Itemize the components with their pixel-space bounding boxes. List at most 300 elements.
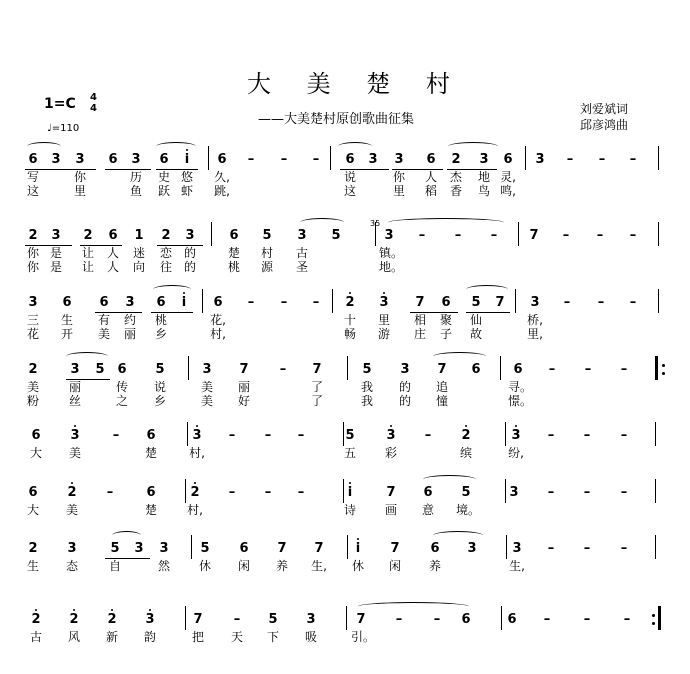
lyric-syllable: 大 <box>29 446 42 460</box>
note: 6 <box>345 152 355 167</box>
note: – <box>112 428 120 443</box>
repeat-sign <box>662 364 665 374</box>
note: 3 <box>125 295 135 310</box>
lyric-syllable: 诗 <box>343 503 356 517</box>
note: – <box>547 541 555 556</box>
lyric-syllable: 吸 <box>304 630 317 644</box>
lyric-syllable: 你 <box>73 170 86 184</box>
lyric-syllable: 稻 <box>424 184 437 198</box>
lyric-syllable: 史 <box>157 170 170 184</box>
note: 6 <box>62 295 72 310</box>
lyric-syllable: 游 <box>377 327 390 341</box>
lyric-syllable: 里, <box>527 327 543 341</box>
note: 7 <box>239 362 249 377</box>
note: i <box>179 152 195 168</box>
note: – <box>598 152 606 167</box>
lyric-syllable: 的 <box>398 380 411 394</box>
note: 3 <box>67 428 83 444</box>
note: 7 <box>356 612 366 627</box>
slur <box>27 142 61 151</box>
note: – <box>620 362 628 377</box>
note: 6 <box>146 485 156 500</box>
lyric-syllable: 五 <box>343 446 356 460</box>
score-system <box>0 219 690 276</box>
note: – <box>297 428 305 443</box>
lyric-syllable: 好 <box>237 394 250 408</box>
bar-line <box>191 535 192 559</box>
lyric-syllable: 村, <box>210 327 226 341</box>
lyric-syllable: 庄 <box>413 327 426 341</box>
lyric-syllable: 故 <box>469 327 482 341</box>
note: 2 <box>66 612 82 628</box>
lyric-syllable: 美 <box>26 380 39 394</box>
note: – <box>620 541 628 556</box>
lyric-syllable: 源 <box>260 260 273 274</box>
lyric-syllable: 境。 <box>456 503 481 517</box>
bar-line <box>505 422 506 446</box>
slur <box>153 285 191 294</box>
note: 7 <box>312 362 322 377</box>
note: – <box>233 612 241 627</box>
lyric-syllable: 你 <box>26 260 39 274</box>
note: – <box>629 295 637 310</box>
lyric-syllable: 里 <box>392 184 405 198</box>
note: 3 <box>159 541 169 556</box>
lyric-syllable: 人 <box>424 170 437 184</box>
lyric-syllable: 鸣, <box>500 184 516 198</box>
note: 6 <box>28 485 38 500</box>
note: 5 <box>110 541 120 556</box>
lyric-syllable: 桃 <box>227 260 240 274</box>
note: 7 <box>386 485 396 500</box>
lyric-syllable: 人 <box>106 246 119 260</box>
time-signature-bottom: 4 <box>90 103 97 114</box>
note: – <box>543 612 551 627</box>
lyric-syllable: 畅 <box>343 327 356 341</box>
lyric-syllable: 美 <box>65 503 78 517</box>
note: 7 <box>314 541 324 556</box>
lyric-syllable: 历 <box>129 170 142 184</box>
lyric-syllable: 这 <box>343 184 356 198</box>
bar-line <box>347 535 348 559</box>
note: 3 <box>202 362 212 377</box>
lyric-syllable: 我 <box>360 380 373 394</box>
note: i <box>176 295 192 311</box>
note: 2 <box>83 228 93 243</box>
lyric-syllable: 地 <box>477 170 490 184</box>
lyric-syllable: 生, <box>311 559 327 573</box>
note: 6 <box>28 152 38 167</box>
note: – <box>583 541 591 556</box>
lyric-syllable: 恋 <box>159 246 172 260</box>
lyric-syllable: 画 <box>384 503 397 517</box>
lyric-syllable: 向 <box>132 260 145 274</box>
note: 3 <box>297 228 307 243</box>
note: 5 <box>345 428 355 443</box>
lyric-syllable: 养 <box>428 559 441 573</box>
lyric-syllable: 寻。 <box>508 380 533 394</box>
lyric-syllable: 悠 <box>180 170 193 184</box>
lyric-syllable: 人 <box>106 260 119 274</box>
note: – <box>424 428 432 443</box>
note: 3 <box>51 228 61 243</box>
note: 3 <box>530 295 540 310</box>
lyric-syllable: 美 <box>200 380 213 394</box>
bar-line <box>208 146 209 170</box>
note: 6 <box>471 362 481 377</box>
song-subtitle: ——大美楚村原创歌曲征集 <box>258 112 415 127</box>
note: 2 <box>64 485 80 501</box>
note: – <box>264 485 272 500</box>
note: 5 <box>200 541 210 556</box>
lyric-syllable: 桃 <box>154 313 167 327</box>
note: – <box>566 152 574 167</box>
lyric-syllable: 传 <box>115 380 128 394</box>
bar-line <box>188 356 189 380</box>
note: – <box>596 228 604 243</box>
slur <box>433 352 486 361</box>
bar-line <box>185 606 186 630</box>
lyric-syllable: 憧 <box>435 394 448 408</box>
bar-line <box>343 422 344 446</box>
lyric-syllable: 写 <box>26 170 39 184</box>
lyric-syllable: 往 <box>159 260 172 274</box>
bar-line <box>187 422 188 446</box>
note: 1 <box>134 228 144 243</box>
note: – <box>623 612 631 627</box>
lyric-syllable: 约 <box>123 313 136 327</box>
time-signature <box>90 92 97 114</box>
slur <box>156 142 196 151</box>
score-system <box>0 485 690 533</box>
note: – <box>418 228 426 243</box>
note: – <box>563 295 571 310</box>
note: 5 <box>268 612 278 627</box>
note: 6 <box>213 295 223 310</box>
bar-line <box>500 356 501 380</box>
note: – <box>247 152 255 167</box>
bar-line <box>655 422 656 446</box>
lyric-syllable: 我 <box>360 394 373 408</box>
note: – <box>106 485 114 500</box>
note: 3 <box>28 295 38 310</box>
lyric-syllable: 生, <box>509 559 525 573</box>
note: – <box>629 228 637 243</box>
score-system <box>0 362 690 410</box>
note: 7 <box>390 541 400 556</box>
lyric-syllable: 鱼 <box>129 184 142 198</box>
lyric-syllable: 是 <box>49 260 62 274</box>
note: 2 <box>451 152 461 167</box>
lyric-syllable: 丝 <box>68 394 81 408</box>
lyric-syllable: 把 <box>191 630 204 644</box>
note: 2 <box>28 228 38 243</box>
note: 6 <box>108 228 118 243</box>
note: 3 <box>306 612 316 627</box>
note: – <box>247 295 255 310</box>
lyric-syllable: 彩 <box>384 446 397 460</box>
note: 6 <box>426 152 436 167</box>
score-system <box>0 152 690 200</box>
note: 3 <box>383 428 399 444</box>
note: 2 <box>28 362 38 377</box>
lyric-syllable: 闲 <box>237 559 250 573</box>
note: 6 <box>513 362 523 377</box>
lyric-syllable: 有 <box>97 313 110 327</box>
lyric-syllable: 是 <box>49 246 62 260</box>
bar-line <box>658 222 659 246</box>
lyric-syllable: 态 <box>65 559 78 573</box>
note: – <box>629 152 637 167</box>
lyric-syllable: 村, <box>187 503 203 517</box>
note: – <box>584 362 592 377</box>
note: 3 <box>512 541 522 556</box>
lyric-syllable: 闲 <box>388 559 401 573</box>
slur <box>358 602 469 611</box>
lyric-syllable: 开 <box>60 327 73 341</box>
lyric-syllable: 生 <box>60 313 73 327</box>
lyric-syllable: 杰 <box>449 170 462 184</box>
note: 2 <box>28 541 38 556</box>
note: 6 <box>31 428 41 443</box>
lyric-syllable: 你 <box>392 170 405 184</box>
note: 5 <box>262 228 272 243</box>
note: 3 <box>142 612 158 628</box>
note: 3 <box>479 152 489 167</box>
lyric-syllable: 三 <box>26 313 39 327</box>
slur <box>388 218 504 227</box>
lyric-syllable: 下 <box>266 630 279 644</box>
lyric-syllable: 了 <box>310 380 323 394</box>
lyric-syllable: 粉 <box>26 394 39 408</box>
lyric-syllable: 自 <box>108 559 121 573</box>
lyric-syllable: 迷 <box>132 246 145 260</box>
note: 2 <box>104 612 120 628</box>
lyric-syllable: 然 <box>157 559 170 573</box>
note: 5 <box>471 295 481 310</box>
lyric-syllable: 跃 <box>157 184 170 198</box>
bar-line <box>332 289 333 313</box>
lyric-syllable: 丽 <box>123 327 136 341</box>
note: – <box>297 485 305 500</box>
bar-line <box>655 479 656 503</box>
bar-line <box>202 289 203 313</box>
note: 5 <box>362 362 372 377</box>
lyric-syllable: 楚 <box>227 246 240 260</box>
note: – <box>562 228 570 243</box>
bar-line <box>505 479 506 503</box>
note: 6 <box>423 485 433 500</box>
lyric-syllable: 楚 <box>144 446 157 460</box>
lyric-syllable: 休 <box>198 559 211 573</box>
lyric-syllable: 说 <box>343 170 356 184</box>
note: 5 <box>331 228 341 243</box>
lyric-syllable: 村, <box>189 446 205 460</box>
lyric-syllable: 引。 <box>351 630 376 644</box>
note: – <box>280 152 288 167</box>
repeat-sign <box>652 614 655 624</box>
bar-line <box>211 222 212 246</box>
note: – <box>433 612 441 627</box>
slur <box>448 142 498 151</box>
bar-line <box>343 479 344 503</box>
bar-line <box>658 606 661 630</box>
score-system <box>0 541 690 589</box>
lyric-syllable: 养 <box>275 559 288 573</box>
note: – <box>312 152 320 167</box>
lyric-syllable: 虾 <box>180 184 193 198</box>
note: 3 <box>70 362 80 377</box>
note: – <box>228 428 236 443</box>
note: 6 <box>503 152 513 167</box>
lyric-syllable: 意 <box>421 503 434 517</box>
measure-number: 35 <box>370 219 381 228</box>
slur <box>433 531 483 540</box>
lyric-syllable: 了 <box>310 394 323 408</box>
note: – <box>597 295 605 310</box>
note: 6 <box>108 152 118 167</box>
note: 6 <box>229 228 239 243</box>
lyric-syllable: 追 <box>435 380 448 394</box>
lyric-syllable: 憬。 <box>508 394 533 408</box>
note: 2 <box>161 228 171 243</box>
lyric-syllable: 桥, <box>527 313 543 327</box>
lyric-syllable: 花, <box>210 313 226 327</box>
bar-line <box>347 356 348 380</box>
lyric-syllable: 楚 <box>144 503 157 517</box>
note: 7 <box>193 612 203 627</box>
note: 3 <box>400 362 410 377</box>
note: 3 <box>189 428 205 444</box>
note: – <box>264 428 272 443</box>
lyric-syllable: 里 <box>73 184 86 198</box>
composer-credit: 邱彦鸿曲 <box>580 118 629 132</box>
key-signature: 1=C <box>44 96 76 112</box>
bar-line <box>515 289 516 313</box>
bar-line <box>525 146 526 170</box>
note: 7 <box>495 295 505 310</box>
lyric-syllable: 休 <box>351 559 364 573</box>
note: 6 <box>441 295 451 310</box>
note: 3 <box>131 152 141 167</box>
lyric-syllable: 风 <box>67 630 80 644</box>
note: 5 <box>461 485 471 500</box>
note: 6 <box>156 295 166 310</box>
lyric-syllable: 新 <box>105 630 118 644</box>
note: 6 <box>239 541 249 556</box>
lyric-syllable: 的 <box>398 394 411 408</box>
lyric-syllable: 之 <box>115 394 128 408</box>
lyric-syllable: 天 <box>230 630 243 644</box>
note: 6 <box>217 152 227 167</box>
note: 3 <box>535 152 545 167</box>
lyric-syllable: 古 <box>295 246 308 260</box>
note: 6 <box>461 612 471 627</box>
note: 3 <box>51 152 61 167</box>
note: 7 <box>529 228 539 243</box>
lyric-syllable: 花 <box>26 327 39 341</box>
note: – <box>548 362 556 377</box>
bar-line <box>346 606 347 630</box>
slur <box>112 531 141 540</box>
note: – <box>280 295 288 310</box>
note: 6 <box>507 612 517 627</box>
note: 3 <box>376 295 392 311</box>
bar-line <box>658 289 659 313</box>
note: 7 <box>277 541 287 556</box>
bar-line <box>518 222 519 246</box>
lyric-syllable: 相 <box>413 313 426 327</box>
bar-line <box>655 356 658 380</box>
score-system <box>0 612 690 660</box>
lyric-syllable: 跳, <box>214 184 230 198</box>
bar-line <box>185 479 186 503</box>
note: – <box>583 485 591 500</box>
lyric-syllable: 镇。 <box>379 246 404 260</box>
note: – <box>279 362 287 377</box>
bar-line <box>655 535 656 559</box>
note: – <box>620 428 628 443</box>
score-system <box>0 428 690 476</box>
lyric-syllable: 聚 <box>439 313 452 327</box>
note: – <box>490 228 498 243</box>
bar-line <box>658 146 659 170</box>
lyric-syllable: 让 <box>81 260 94 274</box>
lyric-syllable: 鸟 <box>477 184 490 198</box>
lyric-syllable: 你 <box>26 246 39 260</box>
lyric-syllable: 乡 <box>153 394 166 408</box>
note: 6 <box>99 295 109 310</box>
note: 6 <box>430 541 440 556</box>
lyric-syllable: 说 <box>153 380 166 394</box>
note: 3 <box>185 228 195 243</box>
lyric-syllable: 美 <box>200 394 213 408</box>
lyric-syllable: 古 <box>29 630 42 644</box>
lyric-syllable: 子 <box>439 327 452 341</box>
credits <box>580 101 628 133</box>
note: – <box>547 485 555 500</box>
note: 6 <box>159 152 169 167</box>
lyric-syllable: 让 <box>81 246 94 260</box>
note: 3 <box>467 541 477 556</box>
note: – <box>228 485 236 500</box>
lyric-syllable: 灵, <box>500 170 516 184</box>
lyric-syllable: 美 <box>68 446 81 460</box>
lyric-syllable: 村 <box>260 246 273 260</box>
note: – <box>395 612 403 627</box>
lyric-syllable: 生 <box>26 559 39 573</box>
note: 2 <box>342 295 358 311</box>
note: – <box>312 295 320 310</box>
lyric-syllable: 的 <box>183 260 196 274</box>
note: 2 <box>187 485 203 501</box>
note: – <box>583 612 591 627</box>
tempo-marking: ♩=110 <box>47 123 80 134</box>
note: 3 <box>75 152 85 167</box>
note: 7 <box>437 362 447 377</box>
note: – <box>583 428 591 443</box>
bar-line <box>506 535 507 559</box>
note: 5 <box>95 362 105 377</box>
lyric-syllable: 这 <box>26 184 39 198</box>
lyricist-credit: 刘爱斌词 <box>580 102 629 116</box>
bar-line <box>501 606 502 630</box>
note: 3 <box>384 228 394 243</box>
note: 3 <box>134 541 144 556</box>
lyric-syllable: 仙 <box>469 313 482 327</box>
slur <box>66 352 108 361</box>
lyric-syllable: 香 <box>449 184 462 198</box>
